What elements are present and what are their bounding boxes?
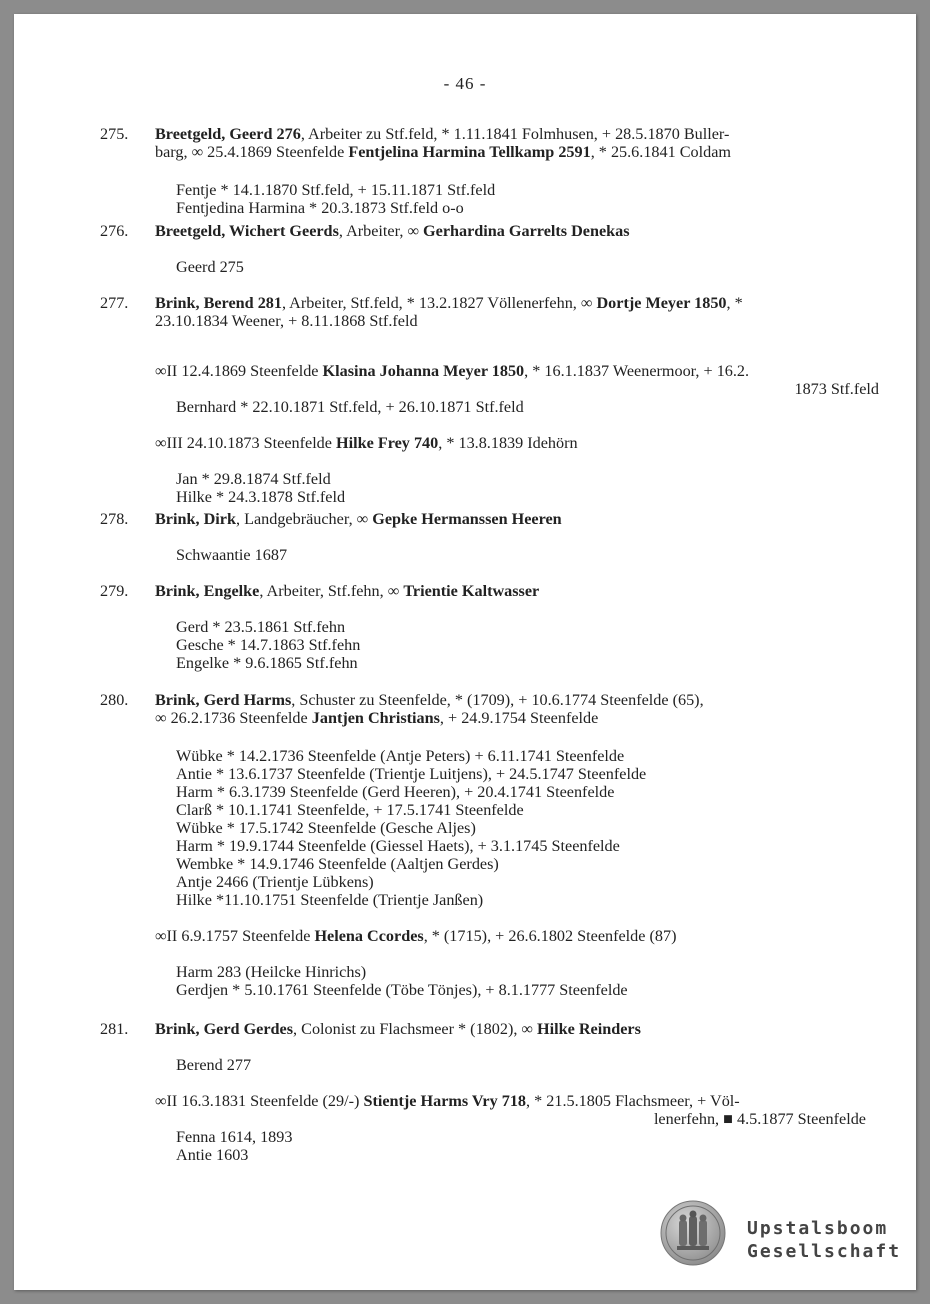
child-line: Wübke * 17.5.1742 Steenfelde (Gesche Aljes) bbox=[176, 819, 476, 837]
spouse-name: Fentjelina Harmina Tellkamp 2591 bbox=[348, 143, 591, 161]
child-line: Gerdjen * 5.10.1761 Steenfelde (Töbe Tönjes), + 8.1.1777 Steenfelde bbox=[176, 981, 628, 999]
children-list bbox=[176, 618, 866, 672]
spouse-details: , * 16.1.1837 Weenermoor, + 16.2. bbox=[524, 362, 750, 380]
entry-heading bbox=[155, 1020, 863, 1038]
page-content bbox=[14, 14, 916, 1290]
children-list bbox=[176, 747, 866, 909]
child-line: Antie * 13.6.1737 Steenfelde (Trientje Luitjens), + 24.5.1747 Steenfelde bbox=[176, 765, 647, 783]
child-line: Berend 277 bbox=[176, 1056, 252, 1074]
spouse-details: , * 13.8.1839 Idehörn bbox=[438, 434, 578, 452]
entry-number: 281. bbox=[100, 1020, 129, 1038]
children-list bbox=[176, 470, 866, 506]
entry-heading bbox=[155, 125, 863, 161]
entry-number: 276. bbox=[100, 222, 129, 240]
person-name: Breetgeld, Wichert Geerds bbox=[155, 222, 339, 240]
person-details: , Arbeiter, ∞ bbox=[338, 222, 424, 240]
second-marriage bbox=[155, 362, 879, 398]
spouse-name: Klasina Johanna Meyer 1850 bbox=[322, 362, 525, 380]
spouse-details: 23.10.1834 Weener, + 8.11.1868 Stf.feld bbox=[155, 312, 418, 330]
brand-line-1: Upstalsboom bbox=[747, 1218, 889, 1239]
brand-line-2: Gesellschaft bbox=[747, 1241, 902, 1262]
spouse-details: , + 24.9.1754 Steenfelde bbox=[439, 709, 599, 727]
child-line: Fentje * 14.1.1870 Stf.feld, + 15.11.1871 Stf.feld bbox=[176, 181, 496, 199]
spouse-name: Stientje Harms Vry 718 bbox=[363, 1092, 527, 1110]
child-line: Jan * 29.8.1874 Stf.feld bbox=[176, 470, 331, 488]
child-line: Harm 283 (Heilcke Hinrichs) bbox=[176, 963, 367, 981]
marriage-details: ∞III 24.10.1873 Steenfelde bbox=[155, 434, 337, 452]
person-details-tail: , * bbox=[726, 294, 743, 312]
children-list bbox=[176, 181, 866, 217]
child-line: Fentjedina Harmina * 20.3.1873 Stf.feld o-o bbox=[176, 199, 464, 217]
person-name: Brink, Engelke bbox=[155, 582, 260, 600]
spouse-details: , * (1715), + 26.6.1802 Steenfelde (87) bbox=[423, 927, 677, 945]
person-name: Brink, Gerd Harms bbox=[155, 691, 292, 709]
child-line: Engelke * 9.6.1865 Stf.fehn bbox=[176, 654, 358, 672]
entry-number: 278. bbox=[100, 510, 129, 528]
entry-heading bbox=[155, 510, 863, 528]
child-line: Wübke * 14.2.1736 Steenfelde (Antje Peters) + 6.11.1741 Steenfelde bbox=[176, 747, 625, 765]
spouse-name: Dortje Meyer 1850 bbox=[596, 294, 727, 312]
person-name: Brink, Gerd Gerdes bbox=[155, 1020, 294, 1038]
child-line: Harm * 6.3.1739 Steenfelde (Gerd Heeren), + 20.4.1741 Steenfelde bbox=[176, 783, 615, 801]
children-list bbox=[176, 258, 866, 276]
entry-number: 275. bbox=[100, 125, 129, 143]
entry-heading bbox=[155, 294, 863, 330]
child-line: Gerd * 23.5.1861 Stf.fehn bbox=[176, 618, 346, 636]
children-list bbox=[176, 1128, 866, 1164]
spouse-details: , * 21.5.1805 Flachsmeer, + Völ- bbox=[526, 1092, 740, 1110]
child-line: Wembke * 14.9.1746 Steenfelde (Aaltjen Gerdes) bbox=[176, 855, 499, 873]
entry-number: 277. bbox=[100, 294, 129, 312]
marriage-details: barg, ∞ 25.4.1869 Steenfelde bbox=[155, 143, 349, 161]
child-line: Hilke *11.10.1751 Steenfelde (Trientje Janßen) bbox=[176, 891, 484, 909]
spouse-name: Hilke Reinders bbox=[537, 1020, 641, 1038]
marriage-details: ∞ 26.2.1736 Steenfelde bbox=[155, 709, 312, 727]
children-list bbox=[176, 963, 866, 999]
entry-number: 279. bbox=[100, 582, 129, 600]
spouse-details-cont: 1873 Stf.feld bbox=[794, 380, 879, 398]
person-name: Brink, Berend 281 bbox=[155, 294, 282, 312]
marriage-details: ∞II 16.3.1831 Steenfelde (29/-) bbox=[155, 1092, 364, 1110]
marriage-details: ∞II 12.4.1869 Steenfelde bbox=[155, 362, 323, 380]
child-line: Antje 2466 (Trientje Lübkens) bbox=[176, 873, 374, 891]
person-details: , Arbeiter, Stf.feld, * 13.2.1827 Völlenerfehn, ∞ bbox=[281, 294, 597, 312]
person-details: , Arbeiter, Stf.fehn, ∞ bbox=[259, 582, 404, 600]
entry-number: 280. bbox=[100, 691, 129, 709]
child-line: Fenna 1614, 1893 bbox=[176, 1128, 293, 1146]
marriage-details: ∞II 6.9.1757 Steenfelde bbox=[155, 927, 315, 945]
person-details: , Landgebräucher, ∞ bbox=[235, 510, 373, 528]
child-line: Geerd 275 bbox=[176, 258, 244, 276]
spouse-details-cont: lenerfehn, ■ 4.5.1877 Steenfelde bbox=[653, 1110, 866, 1128]
page-number: - 46 - bbox=[443, 74, 487, 93]
spouse-name: Trientie Kaltwasser bbox=[403, 582, 540, 600]
spouse-details: , * 25.6.1841 Coldam bbox=[590, 143, 731, 161]
children-list bbox=[176, 1056, 866, 1074]
entry-heading bbox=[155, 691, 863, 727]
spouse-name: Gepke Hermanssen Heeren bbox=[372, 510, 562, 528]
person-name: Brink, Dirk bbox=[155, 510, 236, 528]
child-line: Clarß * 10.1.1741 Steenfelde, + 17.5.1741 Steenfelde bbox=[176, 801, 524, 819]
seal-logo-icon bbox=[660, 1200, 726, 1266]
child-line: Antie 1603 bbox=[176, 1146, 249, 1164]
spouse-name: Helena Ccordes bbox=[314, 927, 424, 945]
child-line: Harm * 19.9.1744 Steenfelde (Giessel Haets), + 3.1.1745 Steenfelde bbox=[176, 837, 620, 855]
brand-wordmark bbox=[747, 1217, 901, 1263]
spouse-name: Jantjen Christians bbox=[311, 709, 440, 727]
child-line: Gesche * 14.7.1863 Stf.fehn bbox=[176, 636, 361, 654]
second-marriage bbox=[155, 1092, 866, 1128]
person-name: Breetgeld, Geerd 276 bbox=[155, 125, 301, 143]
spouse-name: Hilke Frey 740 bbox=[336, 434, 439, 452]
document-page bbox=[14, 14, 916, 1290]
child-line: Schwaantie 1687 bbox=[176, 546, 288, 564]
child-line: Hilke * 24.3.1878 Stf.feld bbox=[176, 488, 346, 506]
spouse-name: Gerhardina Garrelts Denekas bbox=[423, 222, 630, 240]
child-line: Bernhard * 22.10.1871 Stf.feld, + 26.10.1871 Stf.feld bbox=[176, 398, 524, 416]
person-details: , Schuster zu Steenfelde, * (1709), + 10.6.1774 Steenfelde (65), bbox=[291, 691, 704, 709]
person-details: , Arbeiter zu Stf.feld, * 1.11.1841 Folmhusen, + 28.5.1870 Buller- bbox=[300, 125, 730, 143]
person-details: , Colonist zu Flachsmeer * (1802), ∞ bbox=[293, 1020, 538, 1038]
third-marriage bbox=[155, 434, 863, 452]
children-list bbox=[176, 546, 866, 564]
entry-heading bbox=[155, 222, 863, 240]
children-list bbox=[176, 398, 866, 416]
second-marriage bbox=[155, 927, 863, 945]
entry-heading bbox=[155, 582, 863, 600]
